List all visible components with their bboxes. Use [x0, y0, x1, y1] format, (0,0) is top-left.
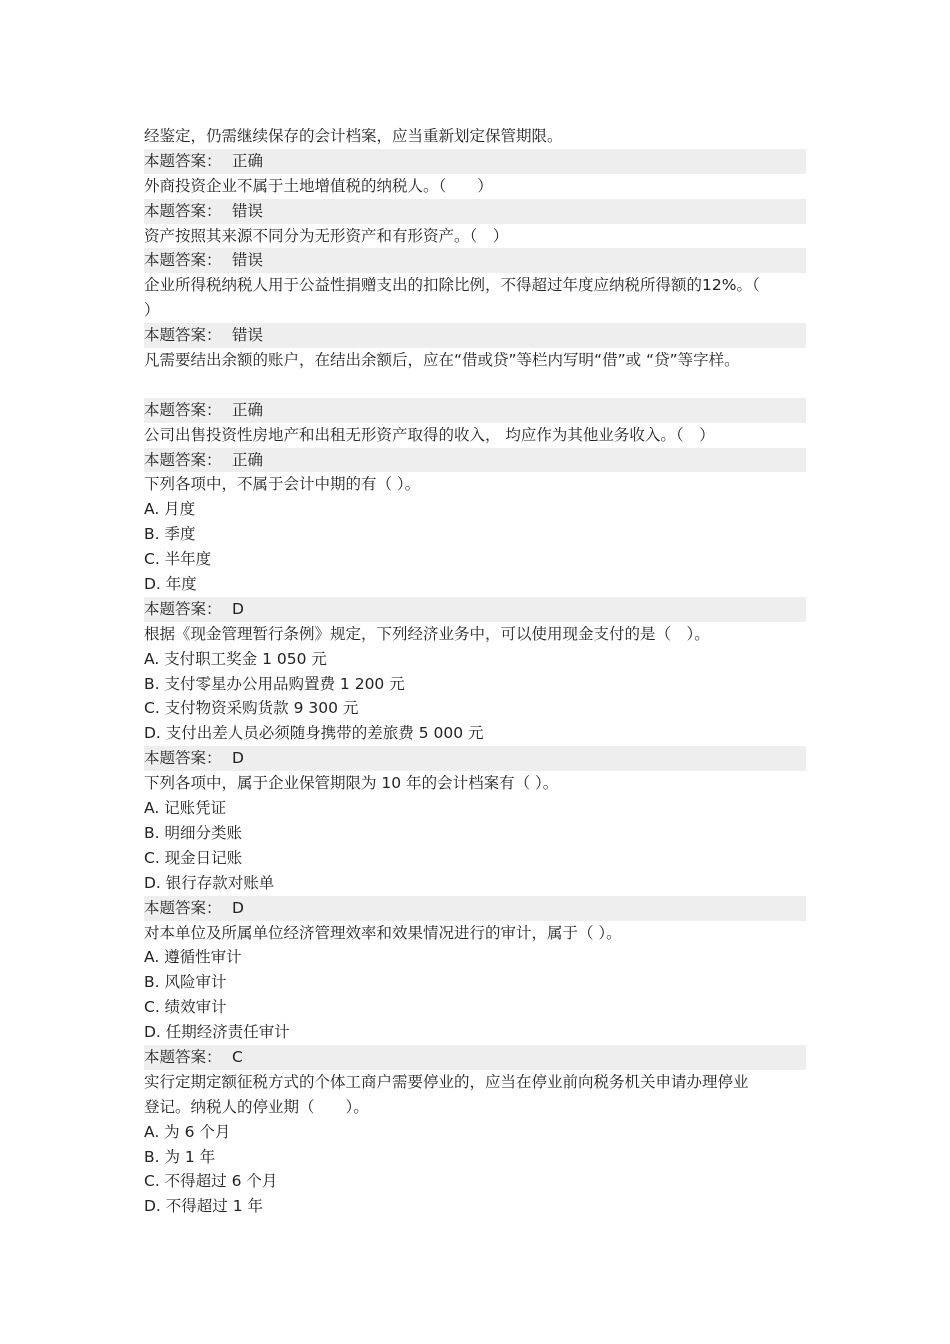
- answer-value: C: [232, 1047, 243, 1066]
- question-text-line: 根据《现金管理暂行条例》规定，下列经济业务中，可以使用现金支付的是（ ）。: [144, 624, 710, 643]
- question-text-line: A. 遵循性审计: [144, 948, 242, 967]
- question-text-line: 下列各项中，不属于会计中期的有（ ）。: [144, 475, 421, 494]
- answer-label: 本题答案：: [144, 898, 222, 917]
- answer-value: 正确: [232, 151, 264, 170]
- question-text-line: B. 支付零星办公用品购置费 1 200 元: [144, 674, 405, 693]
- answer-row: [144, 448, 806, 473]
- question-text-line: ）: [144, 301, 160, 320]
- question-text-line: [144, 373, 824, 398]
- question-text-line: 资产按照其来源不同分为无形资产和有形资产。（ ）: [144, 226, 509, 245]
- answer-row: [144, 597, 806, 622]
- answer-row: [144, 248, 806, 273]
- question-text-line: B. 为 1 年: [144, 1147, 216, 1166]
- question-text-line: 外商投资企业不属于土地增值税的纳税人。（ ）: [144, 176, 493, 195]
- answer-label: 本题答案：: [144, 450, 222, 469]
- answer-label: 本题答案：: [144, 251, 222, 270]
- question-text-line: C. 现金日记账: [144, 848, 243, 867]
- question-text-line: C. 绩效审计: [144, 998, 227, 1017]
- question-text-line: 经鉴定，仍需继续保存的会计档案，应当重新划定保管期限。: [144, 127, 563, 145]
- answer-row: [144, 149, 806, 174]
- answer-row: [144, 746, 806, 771]
- answer-value: D: [232, 599, 244, 618]
- question-text-line: D. 不得超过 1 年: [144, 1197, 264, 1216]
- question-text-line: C. 半年度: [144, 550, 212, 569]
- question-text-line: A. 月度: [144, 500, 196, 519]
- answer-label: 本题答案：: [144, 749, 222, 768]
- answer-value: D: [232, 898, 244, 917]
- question-text-line: A. 记账凭证: [144, 799, 227, 818]
- question-text-line: 公司出售投资性房地产和出租无形资产取得的收入， 均应作为其他业务收入。（ ）: [144, 425, 715, 444]
- question-text-line: 对本单位及所属单位经济管理效率和效果情况进行的审计，属于（ ）。: [144, 923, 622, 942]
- question-text-line: D. 银行存款对账单: [144, 873, 275, 892]
- answer-row: [144, 896, 806, 921]
- answer-value: 错误: [232, 201, 264, 220]
- answer-label: 本题答案：: [144, 1047, 222, 1066]
- question-list: [144, 124, 824, 1219]
- question-text-line: 下列各项中，属于企业保管期限为 10 年的会计档案有（ ）。: [144, 774, 559, 793]
- answer-value: 正确: [232, 450, 264, 469]
- question-text-line: B. 明细分类账: [144, 823, 242, 842]
- question-text-line: C. 支付物资采购货款 9 300 元: [144, 699, 359, 718]
- answer-value: 错误: [232, 326, 264, 345]
- answer-row: [144, 323, 806, 348]
- answer-row: [144, 1045, 806, 1070]
- question-text-line: C. 不得超过 6 个月: [144, 1172, 278, 1191]
- question-text-line: A. 为 6 个月: [144, 1122, 231, 1141]
- answer-label: 本题答案：: [144, 400, 222, 419]
- answer-row: [144, 398, 806, 423]
- answer-value: 错误: [232, 251, 264, 270]
- question-text-line: 企业所得税纳税人用于公益性捐赠支出的扣除比例，不得超过年度应纳税所得额的12%。（: [144, 276, 760, 295]
- question-text-line: A. 支付职工奖金 1 050 元: [144, 649, 327, 668]
- question-text-line: B. 季度: [144, 525, 196, 544]
- question-text-line: D. 支付出差人员必须随身携带的差旅费 5 000 元: [144, 724, 484, 743]
- answer-label: 本题答案：: [144, 151, 222, 170]
- question-text-line: D. 任期经济责任审计: [144, 1023, 290, 1042]
- question-text-line: 实行定期定额征税方式的个体工商户需要停业的，应当在停业前向税务机关申请办理停业: [144, 1072, 749, 1091]
- question-text-line: 凡需要结出余额的账户，在结出余额后，应在“借或贷”等栏内写明“借”或 “贷”等字样。: [144, 351, 740, 370]
- answer-value: 正确: [232, 400, 264, 419]
- question-text-line: B. 风险审计: [144, 973, 227, 992]
- answer-label: 本题答案：: [144, 599, 222, 618]
- answer-row: [144, 199, 806, 224]
- question-text-line: 登记。纳税人的停业期（ ）。: [144, 1097, 369, 1116]
- answer-label: 本题答案：: [144, 326, 222, 345]
- answer-label: 本题答案：: [144, 201, 222, 220]
- question-text-line: D. 年度: [144, 575, 197, 594]
- answer-value: D: [232, 749, 244, 768]
